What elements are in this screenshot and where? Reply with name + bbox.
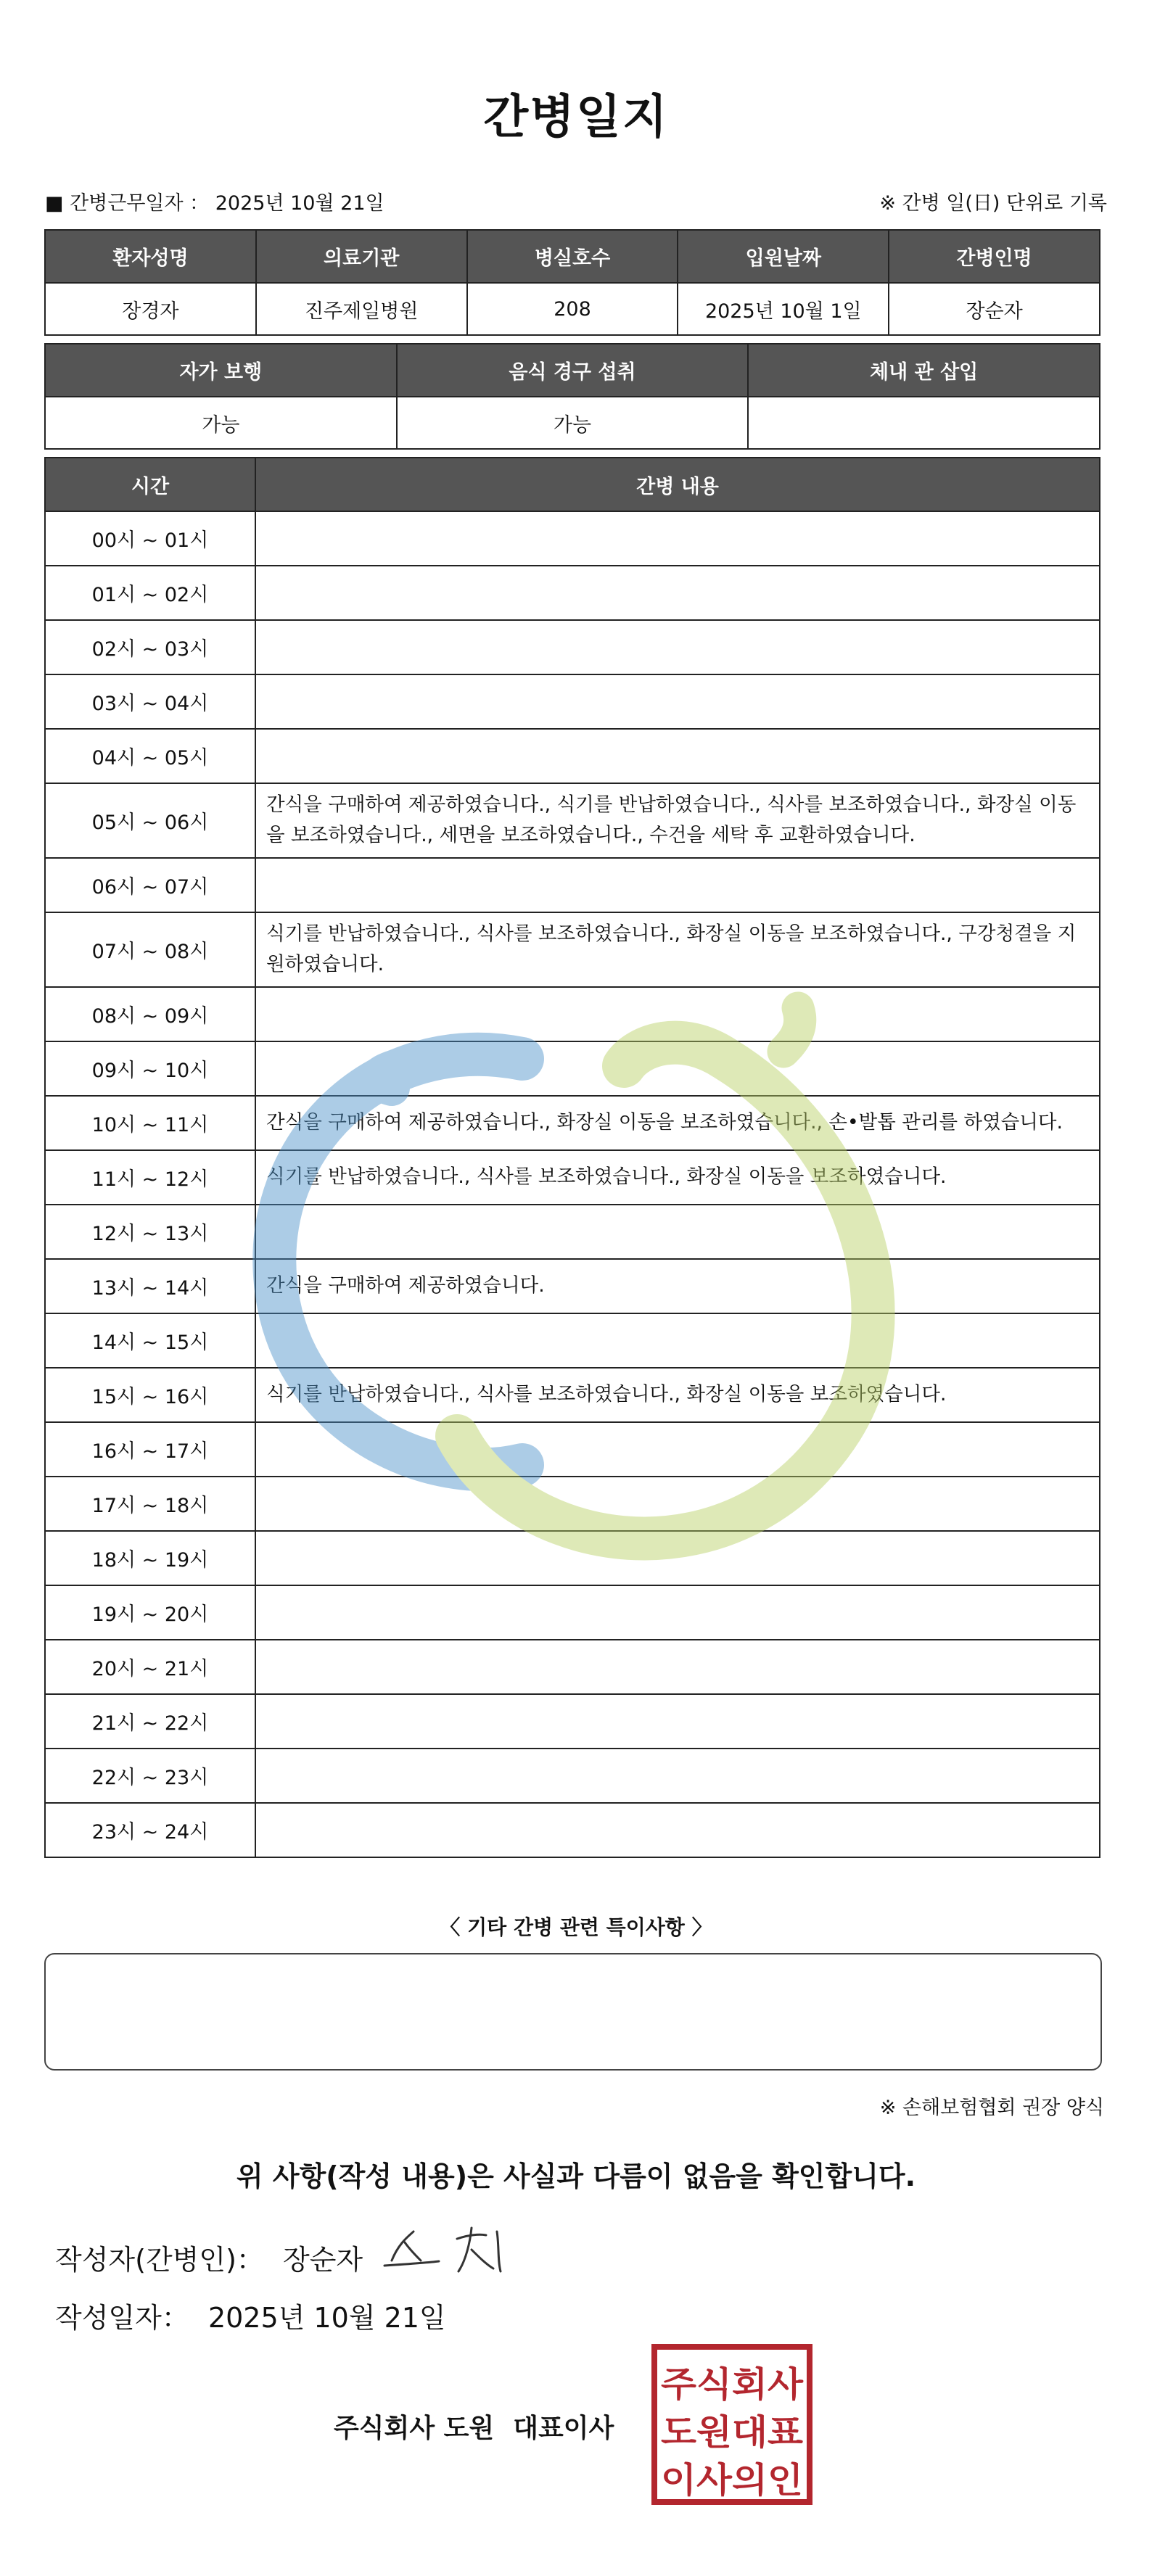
svg-text:이사의인: 이사의인 [661,2460,803,2501]
time-slot: 01시 ~ 02시 [45,566,255,620]
header-oral-intake: 음식 경구 섭취 [397,344,749,397]
company-line [334,2408,614,2445]
patient-status-table [44,343,1100,450]
care-content: 식기를 반납하였습니다., 식사를 보조하였습니다., 화장실 이동을 보조하였습니다., 구강청결을 지원하였습니다. [255,912,1100,987]
writer-line [55,2237,363,2277]
time-slot: 09시 ~ 10시 [45,1041,255,1096]
care-content [255,1803,1100,1857]
header-room: 병실호수 [467,230,678,283]
care-content: 간식을 구매하여 제공하였습니다., 화장실 이동을 보조하였습니다., 손•발톱 관리를 하였습니다. [255,1096,1100,1150]
header-hospital: 의료기관 [256,230,467,283]
caregiver-name: 장순자 [889,283,1100,335]
write-date-label: 작성일자： [55,2302,189,2334]
table-row [45,397,1100,449]
company-seal-stamp [651,2344,812,2505]
tube-value [748,397,1100,449]
care-content [255,620,1100,674]
record-unit-note: ※ 간병 일(日) 단위로 기록 [879,192,1107,215]
time-slot: 20시 ~ 21시 [45,1640,255,1694]
time-slot: 21시 ~ 22시 [45,1694,255,1749]
care-content: 간식을 구매하여 제공하였습니다., 식기를 반납하였습니다., 식사를 보조하였습니다., 화장실 이동을 보조하였습니다., 세면을 보조하였습니다., 수건을 세탁 후 교환하였습니다. [255,783,1100,858]
recommend-note: ※ 손해보험협회 권장 양식 [879,2097,1104,2119]
time-slot: 18시 ~ 19시 [45,1531,255,1585]
time-slot: 08시 ~ 09시 [45,987,255,1041]
admission-date: 2025년 10월 1일 [678,283,889,335]
header-caregiver-name: 간병인명 [889,230,1100,283]
table-row [45,283,1100,335]
time-slot: 05시 ~ 06시 [45,783,255,858]
header-walking: 자가 보행 [45,344,397,397]
care-content [255,566,1100,620]
watermark-logo [218,965,929,1617]
writer-label: 작성자(간병인)： [55,2244,264,2276]
time-slot: 17시 ~ 18시 [45,1477,255,1531]
writer-name: 장순자 [283,2244,363,2276]
care-content [255,1694,1100,1749]
care-content [255,858,1100,912]
patient-info-table [44,229,1100,336]
table-row [45,1694,1100,1749]
patient-name: 장경자 [45,283,256,335]
table-header-row [45,230,1100,283]
care-content: 식기를 반납하였습니다., 식사를 보조하였습니다., 화장실 이동을 보조하였습니다. [255,1150,1100,1205]
table-header-row [45,458,1100,511]
care-content [255,511,1100,566]
table-row [45,1640,1100,1694]
table-header-row [45,344,1100,397]
table-row [45,858,1100,912]
svg-text:도원대표: 도원대표 [661,2412,804,2453]
header-content: 간병 내용 [255,458,1100,511]
table-row [45,783,1100,858]
company-name: 주식회사 도원 [334,2414,495,2443]
table-row [45,674,1100,729]
table-row [45,620,1100,674]
header-time: 시간 [45,458,255,511]
time-slot: 03시 ~ 04시 [45,674,255,729]
write-date-value: 2025년 10월 21일 [207,2302,446,2334]
special-notes-title: 〈 기타 간병 관련 특이사항 〉 [440,1915,712,1939]
special-notes-box [44,1953,1102,2071]
write-date-line [55,2295,446,2335]
watermark-green-dot [783,1008,800,1052]
care-content [255,1749,1100,1803]
care-content [255,729,1100,783]
time-slot: 12시 ~ 13시 [45,1205,255,1259]
care-content: 간식을 구매하여 제공하였습니다. [255,1259,1100,1313]
table-row [45,511,1100,566]
header-admission-date: 입원날짜 [678,230,889,283]
company-title: 대표이사 [513,2414,614,2443]
time-slot: 06시 ~ 07시 [45,858,255,912]
svg-text:주식회사: 주식회사 [661,2364,804,2405]
time-slot: 02시 ~ 03시 [45,620,255,674]
care-content [255,674,1100,729]
time-slot: 13시 ~ 14시 [45,1259,255,1313]
time-slot: 15시 ~ 16시 [45,1368,255,1422]
time-slot: 14시 ~ 15시 [45,1313,255,1368]
table-row [45,729,1100,783]
header-tube: 체내 관 삽입 [748,344,1100,397]
signature-image [377,2221,515,2279]
page-title: 간병일지 [483,91,669,144]
care-content [255,1640,1100,1694]
time-slot: 00시 ~ 01시 [45,511,255,566]
hospital-name: 진주제일병원 [256,283,467,335]
time-slot: 23시 ~ 24시 [45,1803,255,1857]
time-slot: 07시 ~ 08시 [45,912,255,987]
care-content: 식기를 반납하였습니다., 식사를 보조하였습니다., 화장실 이동을 보조하였습니다. [255,1368,1100,1422]
room-number: 208 [467,283,678,335]
time-slot: 22시 ~ 23시 [45,1749,255,1803]
table-row [45,1803,1100,1857]
time-slot: 04시 ~ 05시 [45,729,255,783]
time-slot: 19시 ~ 20시 [45,1585,255,1640]
watermark-blue-arc [274,1054,522,1469]
work-date: ■ 간병근무일자 ： 2025년 10월 21일 [45,192,384,215]
time-slot: 10시 ~ 11시 [45,1096,255,1150]
oral-intake-value: 가능 [397,397,749,449]
walking-value: 가능 [45,397,397,449]
header-patient-name: 환자성명 [45,230,256,283]
time-slot: 11시 ~ 12시 [45,1150,255,1205]
time-slot: 16시 ~ 17시 [45,1422,255,1477]
table-row [45,566,1100,620]
table-row [45,1749,1100,1803]
confirmation-statement: 위 사항(작성 내용)은 사실과 다름이 없음을 확인합니다. [236,2160,916,2192]
